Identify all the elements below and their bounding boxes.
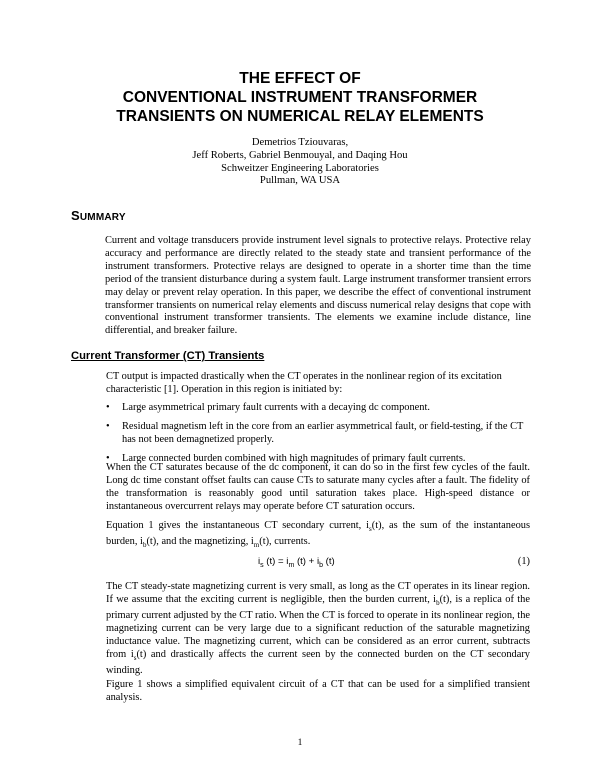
bullet-icon: • [106,452,110,464]
title-line-2: CONVENTIONAL INSTRUMENT TRANSFORMER [122,89,478,106]
text-run: (t), as the sum of the instantaneous burden, i [106,520,531,547]
summary-paragraph: Current and voltage transducers provide instrument level signals to protective relays. Protective relay accuracy and performance are directly related to the steady state and transient performance of the instrument transformers. Protective relays are designed to operate in a shorter time than the time period of the transient disturbance during a system fault. Large instrument transformer transient errors may delay or prevent relay operation. In this paper, we describe the effect of conventional instrument transformer transients on numerical relay elements and discuss numerical relay designs that cope with conventional instrument transformer transients. The elements we examine include distance, line differential, and breaker failure. [105,235,531,337]
title-line-3: TRANSIENTS ON NUMERICAL RELAY ELEMENTS [116,108,484,125]
equation-intro-paragraph [106,520,530,552]
equation-1 [106,556,530,572]
equation-expression [258,556,335,569]
bullet-icon: • [106,420,110,432]
ct-intro-paragraph: CT output is impacted drastically when the CT operates in the nonlinear region of its excitation characteristic [1]. Operation in this region is initiated by: [106,371,502,395]
list-item [106,402,530,415]
list-item [106,421,530,447]
paper-title [60,69,540,126]
eq-sub: m [288,561,295,569]
figure-intro-paragraph: Figure 1 shows a simplified equivalent circuit of a CT that can be used for a simplified transient analysis. [106,679,530,703]
author-location: Pullman, WA USA [259,175,341,187]
summary-heading-rest: UMMARY [79,212,126,223]
subscript: s [369,525,372,534]
eq-arg: (t) [322,556,335,567]
eq-sub: b [319,561,323,569]
eq-var: i [258,556,261,567]
eq-var: i [286,556,289,567]
eq-arg: (t) = [263,556,287,567]
eq-var: i [316,556,320,567]
subscript: b [436,598,440,607]
text-run: (t), currents. [259,535,311,547]
summary-heading-initial: S [71,208,80,223]
bullet-text: Large asymmetrical primary fault currents with a decaying dc component. [122,402,430,413]
subscript: s [133,653,137,662]
text-run: (t) and drastically affects the current seen by the connected burden on the CT secondary winding. [106,648,530,676]
eq-sub: s [260,561,264,569]
author-block [100,137,500,188]
title-line-1: THE EFFECT OF [239,70,361,87]
bullet-icon: • [106,402,110,413]
bullet-text: Residual magnetism left in the core from an earlier asymmetrical fault, or field-testing, if the CT has not been demagnetized properly. [122,420,524,445]
subscript: b [142,541,147,550]
author-affiliation: Schweitzer Engineering Laboratories [221,162,379,174]
ct-section-heading: Current Transformer (CT) Transients [71,350,265,362]
eq-arg: (t) + [294,556,317,567]
bullet-text: Large connected burden combined with high magnitudes of primary fault currents. [122,452,466,464]
subscript: m [253,541,260,550]
text-run: The CT steady-state magnetizing current is very small, as long as the CT operates in its linear region. If we assume that the exciting current is negligible, then the burden current, i [106,581,530,605]
saturation-paragraph: When the CT saturates because of the dc component, it can do so in the first few cycles of the fault. Long dc time constant offset faults can cause CTs to saturate many cycles after a fault. The fidelity of the transformation is reasonably good until saturation takes place. High-speed distance or instantaneous overcurrent relays may operate before CT saturation occurs. [106,462,530,512]
text-run: (t), and the magnetizing, i [146,535,254,547]
text-run: Equation 1 gives the instantaneous CT secondary current, i [106,520,370,531]
equation-number: (1) [517,556,530,567]
author-line-2: Jeff Roberts, Gabriel Benmouyal, and Daqing Hou [192,149,408,161]
magnetizing-paragraph [106,581,530,678]
page-number: 1 [297,738,303,748]
text-run: (t), is a replica of the primary current adjusted by the CT ratio. When the CT is forced to operate in its nonlinear region, the magnetizing current can be very large due to a significant reduction of the saturable magnetizing inductance value. The magnetizing current, which can be considered as an error current, subtracts from i [106,593,530,660]
author-line-1: Demetrios Tziouvaras, [251,137,349,148]
summary-heading [71,208,126,223]
